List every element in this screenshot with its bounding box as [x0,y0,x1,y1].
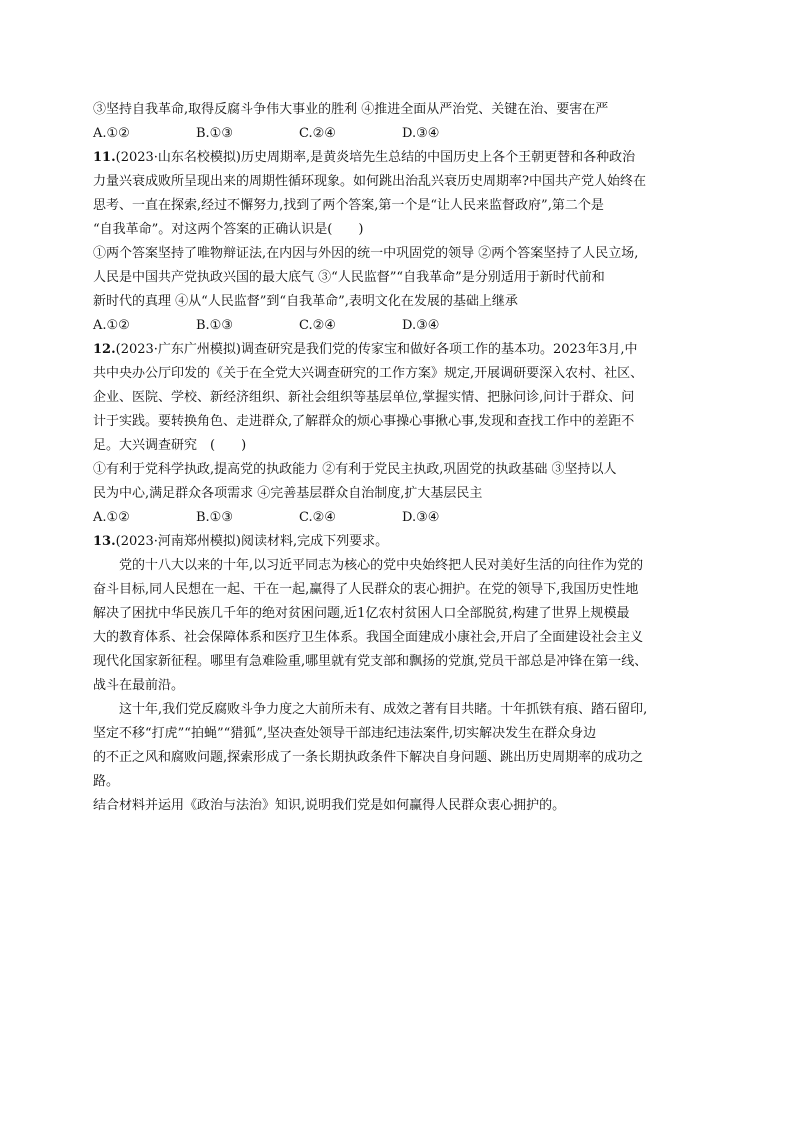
option-b: B.①③ [196,510,233,525]
statement-line: ①两个答案坚持了唯物辩证法,在内因与外因的统一中巩固党的领导 ②两个答案坚持了人民立场, [93,246,639,261]
option-a: A.①② [93,510,130,525]
statement-line: 民为中心,满足群众各项需求 ④完善基层群众自治制度,扩大基层民主 [93,486,483,501]
question-text-line: 11.(2023·山东名校模拟)历史周期率,是黄炎培先生总结的中国历史上各个王朝更替和各种政治 [93,150,636,165]
material-paragraph-1 [93,554,705,698]
question-text-line: 足。大兴调查研究 ( ) [93,438,247,453]
question-text-line: 企业、医院、学校、新经济组织、新社会组织等基层单位,掌握实情、把脉问诊,问计于群众、问 [93,390,635,405]
statement-line: 新时代的真理 ④从“人民监督”到“自我革命”,表明文化在发展的基础上继承 [93,294,518,309]
option-b: B.①③ [196,318,233,333]
material-paragraph-2 [93,698,705,794]
question-text-line: 思考、一直在探索,经过不懈努力,找到了两个答案,第一个是“让人民来监督政府”,第二个是 [93,198,604,213]
question-text-line: 13.(2023·河南郑州模拟)阅读材料,完成下列要求。 [93,534,389,549]
question-text-line: 12.(2023·广东广州模拟)调查研究是我们党的传家宝和做好各项工作的基本功。2023年3月,中 [93,342,638,357]
question-number: 11. [93,150,116,165]
option-d: D.③④ [402,126,440,141]
question-prompt: 结合材料并运用《政治与法治》知识,说明我们党是如何赢得人民群众衷心拥护的。 [93,798,566,813]
question-number: 13. [93,534,116,549]
statement-line: ①有利于党科学执政,提高党的执政能力 ②有利于党民主执政,巩固党的执政基础 ③坚持以人 [93,462,617,477]
material-line: 战斗在最前沿。 [93,678,185,693]
question-text-line: 力量兴衰成败所呈现出来的周期性循环现象。如何跳出治乱兴衰历史周期率?中国共产党人始终在 [93,174,646,189]
question-text-line: 共中央办公厅印发的《关于在全党大兴调查研究的工作方案》规定,开展调研要深入农村、社区、 [93,366,644,381]
material-line: 解决了困扰中华民族几千年的绝对贫困问题,近1亿农村贫困人口全部脱贫,构建了世界上规模最 [93,606,630,621]
option-a: A.①② [93,126,130,141]
option-c: C.②④ [299,318,336,333]
answer-options [93,314,705,338]
material-line: 的不正之风和腐败问题,探索形成了一条长期执政条件下解决自身问题、跳出历史周期率的成功之 [93,750,644,765]
material-line: 这十年,我们党反腐败斗争力度之大前所未有、成效之著有目共睹。十年抓铁有痕、踏石留印, [119,702,648,717]
option-b: B.①③ [196,126,233,141]
material-line: 现代化国家新征程。哪里有急难险重,哪里就有党支部和飘扬的党旗,党员干部总是冲锋在第一线、 [93,654,648,669]
option-c: C.②④ [299,126,336,141]
question-text-line: 计于实践。要转换角色、走进群众,了解群众的烦心事操心事揪心事,发现和查找工作中的差距不 [93,414,635,429]
statement-line: 人民是中国共产党执政兴国的最大底气 ③“人民监督”“自我革命”是分别适用于新时代前和 [93,270,605,285]
material-line: 坚定不移“打虎”“拍蝇”“猎狐”,坚决查处领导干部违纪违法案件,切实解决发生在群众身边 [93,726,597,741]
prev-question-tail [93,98,705,146]
question-number: 12. [93,342,116,357]
option-d: D.③④ [402,318,440,333]
option-c: C.②④ [299,510,336,525]
question-11 [93,146,705,338]
option-d: D.③④ [402,510,440,525]
question-13 [93,530,705,818]
answer-options [93,506,705,530]
question-text-line: “自我革命”。对这两个答案的正确认识是( ) [93,222,364,237]
option-statement-line: ③坚持自我革命,取得反腐斗争伟大事业的胜利 ④推进全面从严治党、关键在治、要害在严 [93,102,609,117]
option-a: A.①② [93,318,130,333]
document-page [93,98,705,818]
material-line: 奋斗目标,同人民想在一起、干在一起,赢得了人民群众的衷心拥护。在党的领导下,我国历史性地 [93,582,639,597]
material-line: 大的教育体系、社会保障体系和医疗卫生体系。我国全面建成小康社会,开启了全面建设社会主义 [93,630,644,645]
answer-options [93,122,705,146]
material-line: 党的十八大以来的十年,以习近平同志为核心的党中央始终把人民对美好生活的向往作为党的 [119,558,644,573]
question-12 [93,338,705,530]
material-line: 路。 [93,774,120,789]
